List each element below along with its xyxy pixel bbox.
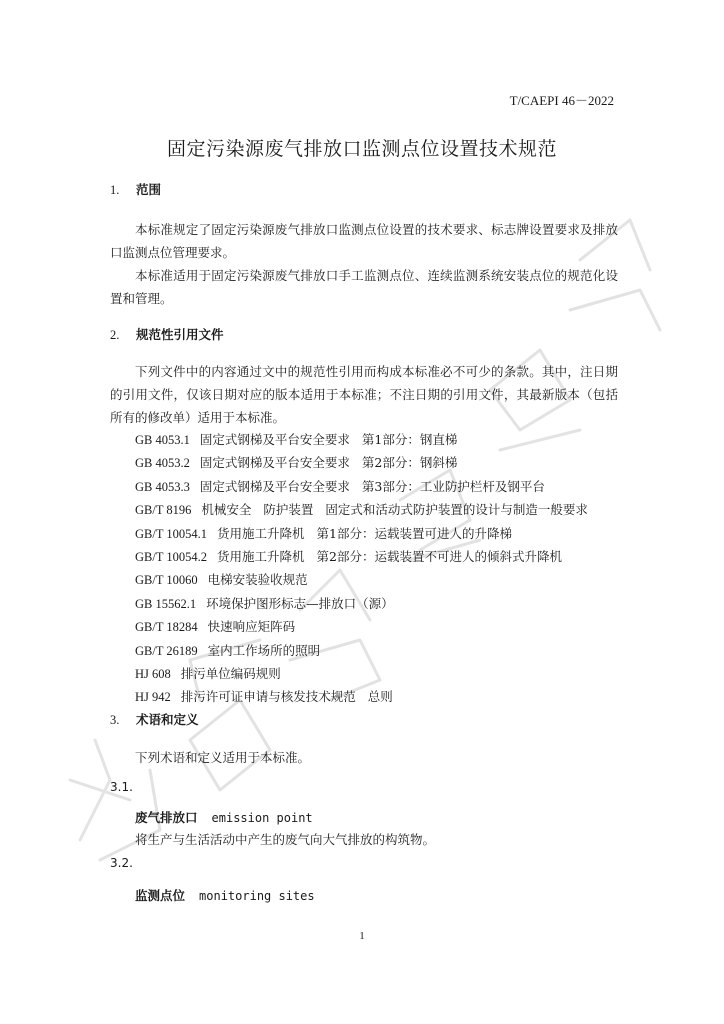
reference-title: 室内工作场所的照明 bbox=[207, 642, 321, 658]
reference-title: 固定式钢梯及平台安全要求 bbox=[199, 478, 350, 494]
reference-title: 货用施工升降机 bbox=[217, 525, 305, 541]
reference-title: 排污许可证申请与核发技术规范 bbox=[180, 689, 356, 705]
reference-code: GB/T 26189 bbox=[135, 643, 198, 658]
reference-title: 固定式和活动式防护装置的设计与制造一般要求 bbox=[325, 502, 588, 518]
term-english: emission point bbox=[211, 811, 313, 825]
section-number: 3. bbox=[110, 713, 120, 727]
reference-item bbox=[135, 662, 600, 685]
reference-title: 第1部分：运载装置可进人的升降梯 bbox=[316, 525, 512, 541]
reference-title: 电梯安装验收规范 bbox=[207, 572, 308, 588]
section-heading-references bbox=[110, 325, 224, 343]
reference-title: 防护装置 bbox=[263, 502, 314, 518]
reference-title: 第2部分：钢斜梯 bbox=[361, 455, 458, 471]
reference-code: HJ 608 bbox=[135, 666, 171, 681]
reference-title: 固定式钢梯及平台安全要求 bbox=[199, 455, 350, 471]
reference-code: GB 4053.2 bbox=[135, 456, 190, 471]
terms-intro: 下列术语和定义适用于本标准。 bbox=[135, 750, 311, 765]
reference-title: 机械安全 bbox=[201, 502, 252, 518]
reference-item bbox=[135, 451, 600, 474]
reference-title: 总则 bbox=[367, 689, 393, 705]
reference-title: 货用施工升降机 bbox=[217, 548, 305, 564]
reference-title: 第1部分：钢直梯 bbox=[361, 432, 458, 447]
reference-item bbox=[135, 615, 600, 638]
term-heading bbox=[135, 808, 313, 826]
section-title: 术语和定义 bbox=[136, 712, 199, 727]
reference-code: GB 15562.1 bbox=[135, 596, 197, 611]
reference-list bbox=[135, 428, 600, 709]
reference-item bbox=[135, 568, 600, 591]
reference-code: GB/T 10054.1 bbox=[135, 526, 207, 541]
reference-item bbox=[135, 639, 600, 662]
section-title: 范围 bbox=[136, 182, 162, 197]
reference-code: GB 4053.3 bbox=[135, 479, 190, 494]
reference-item bbox=[135, 545, 600, 568]
scope-paragraph-2: 本标准适用于固定污染源废气排放口手工监测点位、连续监测系统安装点位的规范化设置和管理。 bbox=[110, 268, 618, 306]
reference-title: 固定式钢梯及平台安全要求 bbox=[199, 432, 350, 447]
reference-item bbox=[135, 522, 600, 545]
reference-title: 第3部分：工业防护栏杆及钢平台 bbox=[361, 478, 545, 494]
scope-paragraph-1: 本标准规定了固定污染源废气排放口监测点位设置的技术要求、标志牌设置要求及排放口监测点位管理要求。 bbox=[110, 222, 618, 260]
section-heading-scope bbox=[110, 180, 161, 198]
section-number: 1. bbox=[110, 183, 120, 197]
reference-item bbox=[135, 428, 600, 451]
term-definition: 将生产与生活活动中产生的废气向大气排放的构筑物。 bbox=[135, 832, 436, 847]
reference-code: GB 4053.1 bbox=[135, 433, 190, 447]
section-number: 2. bbox=[110, 328, 120, 342]
section-heading-terms bbox=[110, 710, 199, 728]
term-heading bbox=[135, 886, 315, 904]
document-title: 固定污染源废气排放口监测点位设置技术规范 bbox=[166, 138, 557, 160]
reference-code: GB/T 18284 bbox=[135, 620, 198, 635]
reference-code: GB/T 10060 bbox=[135, 573, 198, 588]
reference-item bbox=[135, 498, 600, 521]
term-chinese: 废气排放口 bbox=[135, 810, 198, 825]
reference-item bbox=[135, 592, 600, 615]
reference-title: 环境保护图形标志—排放口（源） bbox=[206, 595, 394, 611]
section-title: 规范性引用文件 bbox=[136, 327, 224, 342]
clause-number: 3.2. bbox=[110, 856, 133, 870]
reference-title: 排污单位编码规则 bbox=[180, 665, 281, 681]
references-intro: 下列文件中的内容通过文中的规范性引用而构成本标准必不可少的条款。其中，注日期的引用文件，仅该日期对应的版本适用于本标准；不注日期的引用文件，其最新版本（包括所有的修改单）适用于本标准。 bbox=[110, 364, 618, 425]
term-chinese: 监测点位 bbox=[135, 888, 186, 903]
reference-item bbox=[135, 685, 600, 708]
reference-code: GB/T 8196 bbox=[135, 503, 192, 518]
clause-number: 3.1. bbox=[110, 780, 133, 794]
standard-code: T/CAEPI 46－2022 bbox=[509, 93, 614, 108]
reference-code: HJ 942 bbox=[135, 690, 171, 705]
reference-item bbox=[135, 475, 600, 498]
term-english: monitoring sites bbox=[199, 889, 315, 903]
reference-title: 第2部分：运载装置不可进人的倾斜式升降机 bbox=[316, 548, 562, 564]
reference-code: GB/T 10054.2 bbox=[135, 549, 207, 564]
reference-title: 快速响应矩阵码 bbox=[207, 619, 296, 635]
page-number: 1 bbox=[359, 930, 365, 942]
